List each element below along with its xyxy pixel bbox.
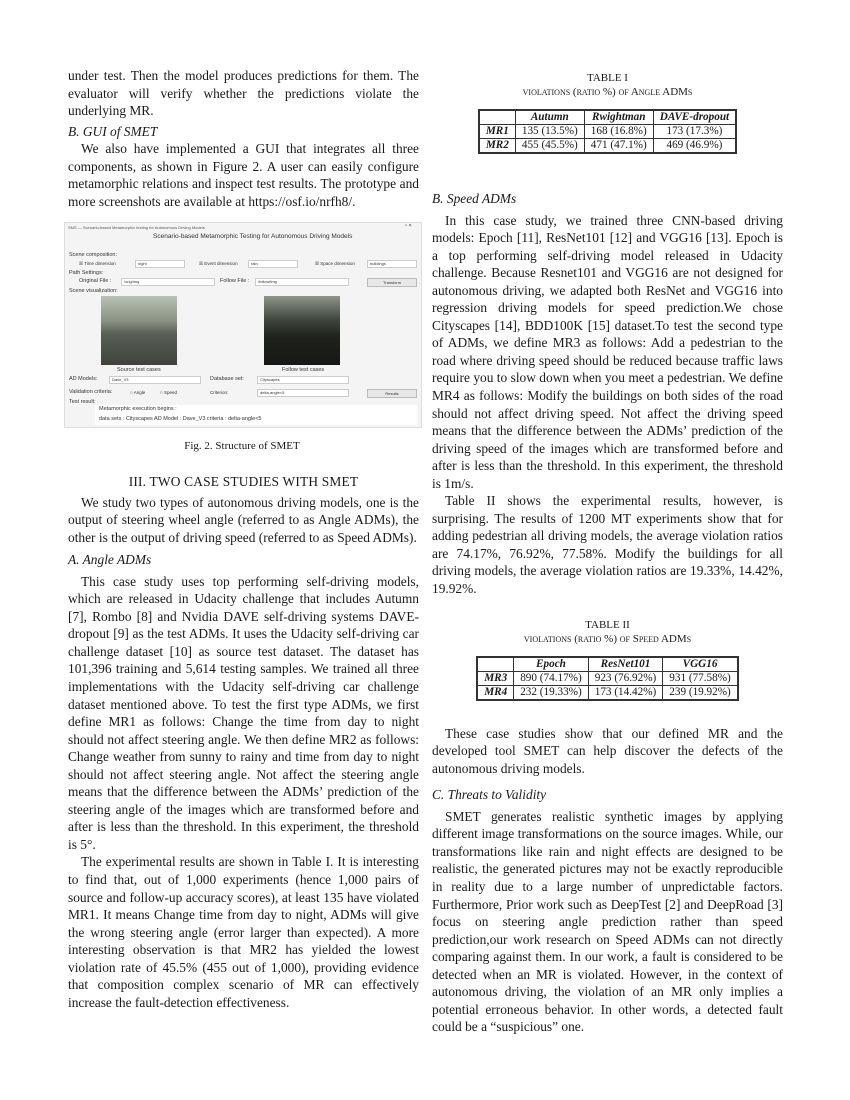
app-title: Scenario-based Metamorphic Testing for Autonomous Driving Models xyxy=(153,233,353,240)
speed-adms-table xyxy=(476,656,739,701)
label: Scene composition: xyxy=(69,252,117,258)
table-caption: violations (ratio %) of Angle ADMs xyxy=(522,86,693,98)
subsection-heading: B. Speed ADMs xyxy=(432,191,517,206)
figure-caption: Fig. 2. Structure of SMET xyxy=(184,440,300,452)
subsection-heading: C. Threats to Validity xyxy=(432,787,547,803)
value: Cityscapes xyxy=(260,377,280,382)
label: Criterion: xyxy=(210,390,229,395)
paragraph: These case studies show that our defined MR and the developed tool SMET can help discover the defects of the autonomous driving models. xyxy=(432,725,783,776)
image-caption: Source test cases xyxy=(117,367,161,373)
event-dimension-checkbox[interactable]: ☒ Event dimension xyxy=(199,261,238,266)
label: Database set: xyxy=(210,376,244,382)
ad-models-select[interactable] xyxy=(109,376,201,384)
paragraph: under test. Then the model produces predictions for them. The evaluator will verify whether the predictions violate the underlying MR. xyxy=(68,68,419,119)
header-cell xyxy=(479,110,516,125)
label: Scene visualization: xyxy=(69,288,118,294)
label: AD Models: xyxy=(69,376,98,382)
results-button[interactable]: Results xyxy=(367,389,417,398)
value: /orig/img xyxy=(124,279,140,284)
paragraph: In this case study, we trained three CNN-based driving models: Epoch [11], ResNet101 [12] and VGG16 [13]. Epoch is a top performing self-driving model released in Udacity challenge. Because Resnet101 and VGG16 are not designed for autonomous driving, we adapted both ResNet and VGG16 into regression driving models for speed prediction.We chose Cityscapes [14], BDD100K [15] dataset.To test the second type of ADMs, we define MR3 as follows: Add a pedestrian to the road where driving speed should be reduced because traffic laws require you to slow down when you meet a pedestrian. We define MR4 as follows: Modify the buildings on both sides of the road should not affect driving speed. Not affect the driving speed means that the difference between the ADMs’ prediction of the driving speed of the images which are transformed before and after is less than the threshold. In this experiment, the threshold is 1m/s. xyxy=(432,212,783,491)
header-cell: Rwightman xyxy=(584,110,653,125)
value: buildings xyxy=(370,261,386,266)
space-dimension-checkbox[interactable]: ☒ Space dimension xyxy=(315,261,355,266)
row-header: MR3 xyxy=(477,671,514,685)
value: night xyxy=(138,261,147,266)
paragraph: Table II shows the experimental results, however, is surprising. The results of 1200 MT experiments show that for adding pedestrian all driving models, the average violation ratios are 74.17%, 76.92%, 77.58%. Modify the buildings for all driving models, the average violation ratios are 19.33%, 14.42%, 19.92%. xyxy=(432,493,783,597)
speed-radio[interactable]: ○ Speed xyxy=(160,390,177,395)
right-column xyxy=(432,71,783,1036)
space-select[interactable] xyxy=(367,260,417,268)
label: Event dimension xyxy=(204,261,238,266)
table-row xyxy=(477,685,738,700)
test-result-log xyxy=(95,405,417,425)
image-caption: Follow test cases xyxy=(282,367,325,373)
label: Angle xyxy=(133,390,146,395)
header-cell: Autumn xyxy=(515,110,584,125)
value: Dave_V3 xyxy=(112,377,129,382)
label: Space dimension xyxy=(320,261,355,266)
value: rain xyxy=(251,261,258,266)
original-file-input[interactable] xyxy=(121,278,215,286)
header-cell: VGG16 xyxy=(663,657,738,672)
paragraph: The experimental results are shown in Table I. It is interesting to find that, out of 1,000 experiments (hence 1,000 pairs of source and follow-up accuracy scores), at least 135 have violated MR1. It means Change time from day to night, ADMs will give the wrong steering angle (error larger than expected). A more interesting observation is that MR2 has yielded the lowest violation rate of 45.5% (455 out of 1,000), providing evidence that composition complex scenario of MR can effectively increase the fault-detection effectiveness. xyxy=(68,854,419,1010)
subsection-heading: A. Angle ADMs xyxy=(68,552,152,568)
follow-file-input[interactable] xyxy=(255,278,349,286)
database-select[interactable] xyxy=(257,376,349,384)
cell: 890 (74.17%) xyxy=(514,671,589,685)
header-cell: Epoch xyxy=(514,657,589,672)
label: Speed xyxy=(163,390,177,395)
cell: 931 (77.58%) xyxy=(663,671,738,685)
source-image xyxy=(101,296,177,365)
value: delta-angle<5 xyxy=(260,390,285,395)
time-select[interactable] xyxy=(135,260,185,268)
angle-adms-table xyxy=(478,109,737,154)
label: Validation criteria: xyxy=(69,389,113,395)
row-header: MR4 xyxy=(477,685,514,700)
label: Test result: xyxy=(69,399,96,405)
window-title: SMS — Scenario-based Metamorphic testing for Autonomous Driving Models xyxy=(68,225,205,230)
cell: 471 (47.1%) xyxy=(584,139,653,154)
table-row xyxy=(479,139,736,154)
table-row xyxy=(477,671,738,685)
table-label: TABLE II xyxy=(585,618,630,631)
table-row xyxy=(479,125,736,139)
table-label: TABLE I xyxy=(587,72,628,84)
cell: 923 (76.92%) xyxy=(588,671,663,685)
header-cell: DAVE-dropout xyxy=(653,110,736,125)
section-heading: III. TWO CASE STUDIES WITH SMET xyxy=(128,474,359,489)
header-cell: ResNet101 xyxy=(588,657,663,672)
subsection-heading: B. GUI of SMET xyxy=(68,123,158,139)
angle-radio[interactable]: ○ Angle xyxy=(130,390,146,395)
value: /follow/img xyxy=(258,279,277,284)
label: Path Settings: xyxy=(69,270,104,276)
cell: 173 (17.3%) xyxy=(653,125,736,139)
cell: 168 (16.8%) xyxy=(584,125,653,139)
label: Original File : xyxy=(79,278,112,284)
row-header: MR1 xyxy=(479,125,516,139)
paragraph: We study two types of autonomous driving models, one is the output of steering wheel angle (referred to as Angle ADMs), the other is the output of driving speed (referred to as Speed ADMs). xyxy=(68,494,419,545)
cell: 135 (13.5%) xyxy=(515,125,584,139)
label: Time dimension xyxy=(84,261,116,266)
paragraph: We also have implemented a GUI that integrates all three components, as shown in Figure 2. A user can easily configure metamorphic relations and inspect test results. The prototype and more screenshots are available at https://osf.io/nrfh8/. xyxy=(68,141,419,209)
row-header: MR2 xyxy=(479,139,516,154)
cell: 173 (14.42%) xyxy=(588,685,663,700)
table-caption: violations (ratio %) of Speed ADMs xyxy=(523,632,692,645)
cell: 232 (19.33%) xyxy=(514,685,589,700)
criterion-input[interactable] xyxy=(257,389,349,397)
time-dimension-checkbox[interactable]: ☒ Time dimension xyxy=(79,261,116,266)
label: Follow File : xyxy=(220,278,250,284)
left-column-bottom xyxy=(68,473,419,1011)
cell: 239 (19.92%) xyxy=(663,685,738,700)
gui-screenshot-figure xyxy=(64,222,422,428)
log-line: Metamorphic execution begins : xyxy=(99,406,177,412)
paragraph: This case study uses top performing self-driving models, which are released in Udacity challenge that includes Autumn [7], Rombo [8] and Nvidia DAVE self-driving systems DAVE-dropout [9] as the test ADMs. It uses the Udacity self-driving car challenge dataset [10] as source test dataset. The dataset has 101,396 training and 5,614 testing samples. We trained all three implementations with the Udacity self-driving car challenge dataset mentioned above. To test the first type ADMs, we first define MR1 as follows: Change the time from day to night should not affect steering angle. We then define MR2 as follows: Change weather from sunny to rainy and time from day to night should not affect steering angle. Not affect the steering angle means that the difference between the ADMs’ prediction of the steering angle of the images which are transformed before and after is less than the threshold. In this experiment, the threshold is 5°. xyxy=(68,573,419,852)
cell: 455 (45.5%) xyxy=(515,139,584,154)
left-column-top xyxy=(68,67,419,210)
log-line: data sets : Cityscapes AD Model : Dave_V3 criteria : delta-angle<5 xyxy=(99,416,262,422)
paragraph: SMET generates realistic synthetic images by applying different image transformations on the source images. While, our transformations like rain and night effects are designed to be realistic, the generated pictures may not be exactly reproducible in reality due to a large number of unpredictable factors. Furthermore, Prior work such as DeepTest [2] and DeepRoad [3] focus on steering angle prediction rather than speed prediction,our work research on Speed ADMs can not directly comparing against them. In our work, a fault is considered to be detected when an MR is violated. However, in the context of autonomous driving, the violation of an MR only implies a potential erroneous behavior. In other words, a detected fault could be a “suspicious” one. xyxy=(432,808,783,1035)
follow-image xyxy=(264,296,340,365)
window-controls[interactable]: ▫ × xyxy=(405,223,412,229)
transform-button[interactable]: Transform xyxy=(367,278,417,287)
cell: 469 (46.9%) xyxy=(653,139,736,154)
event-select[interactable] xyxy=(248,260,298,268)
header-cell xyxy=(477,657,514,672)
